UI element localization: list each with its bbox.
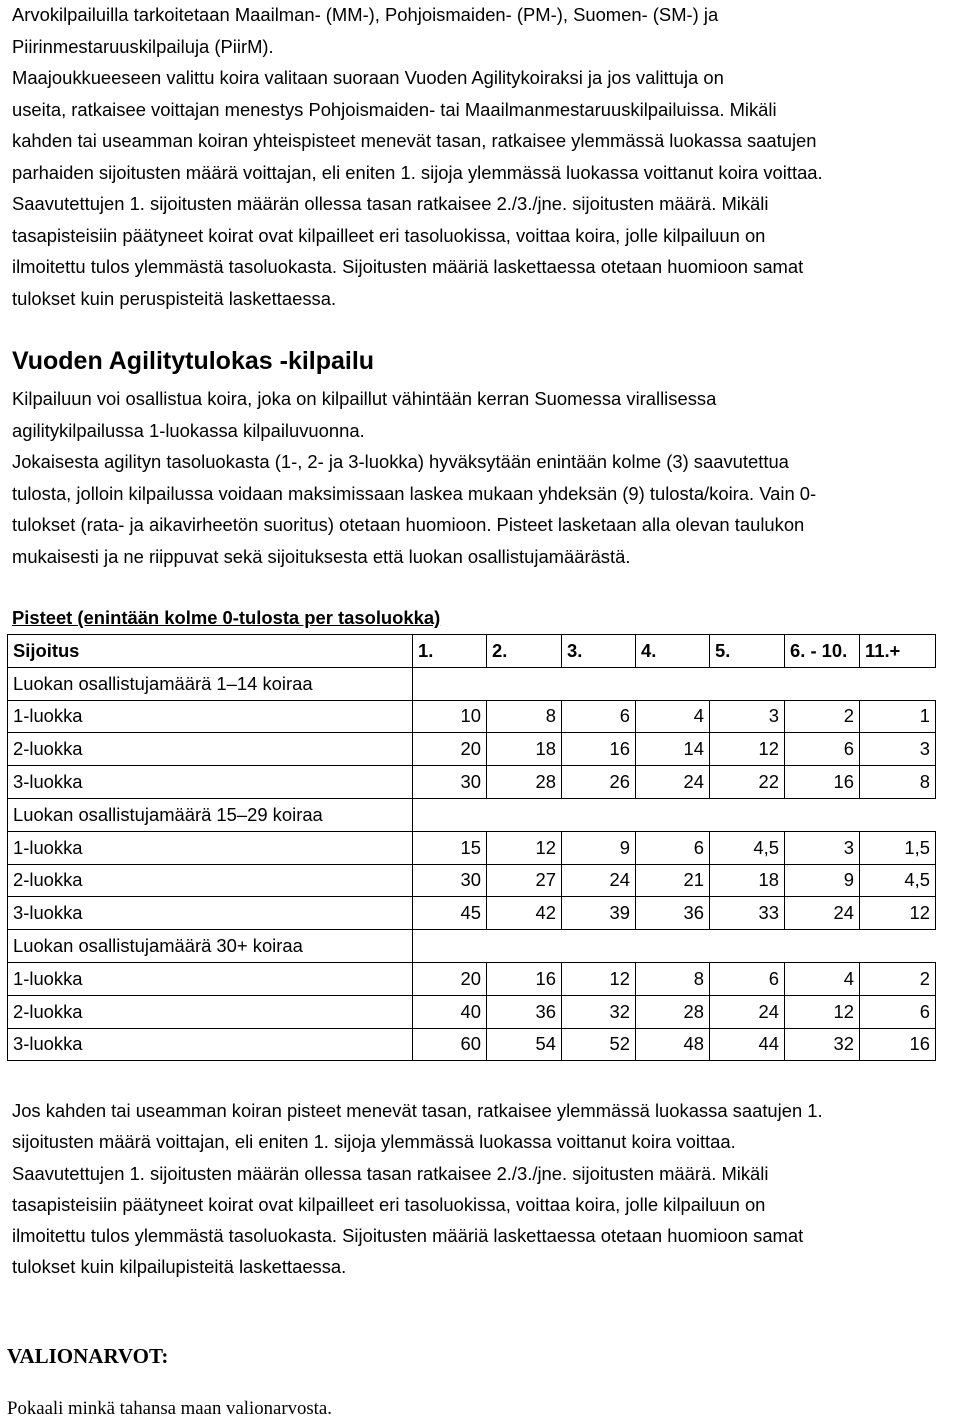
points-cell: 36 [487, 995, 562, 1028]
text-line: parhaiden sijoitusten määrä voittajan, eli eniten 1. sijoja ylemmässä luokassa voittanut koira voittaa. [12, 161, 823, 183]
points-cell: 4 [636, 700, 710, 733]
table-row [8, 831, 936, 864]
points-cell: 3 [785, 831, 860, 864]
points-cell: 2 [785, 700, 860, 733]
points-cell: 27 [487, 864, 562, 897]
points-cell: 12 [785, 995, 860, 1028]
text-line: tulokset (rata- ja aikavirheetön suoritus) otetaan huomioon. Pisteet lasketaan alla olevan taulukon [12, 514, 805, 535]
points-cell: 24 [562, 864, 636, 897]
points-cell: 21 [636, 864, 710, 897]
group-title-row [8, 798, 936, 831]
points-cell: 9 [562, 831, 636, 864]
points-cell: 2 [860, 962, 936, 995]
points-cell: 16 [785, 766, 860, 799]
table-header-row [8, 635, 936, 668]
table-row [8, 864, 936, 897]
points-cell: 15 [413, 831, 487, 864]
text-line: Piirinmestaruuskilpailuja (PiirM). [12, 35, 274, 57]
points-cell: 4 [785, 962, 860, 995]
points-cell: 12 [487, 831, 562, 864]
points-cell: 24 [785, 897, 860, 930]
text-line: useita, ratkaisee voittajan menestys Pohjoismaiden- tai Maailmanmestaruuskilpailuissa. Mikäli [12, 98, 777, 120]
points-cell: 24 [636, 766, 710, 799]
points-cell: 32 [785, 1028, 860, 1061]
points-cell: 16 [487, 962, 562, 995]
points-cell: 12 [710, 733, 785, 766]
header-cell: 1. [413, 635, 487, 668]
points-cell: 9 [785, 864, 860, 897]
points-cell: 6 [562, 700, 636, 733]
row-label-cell: 2-luokka [8, 864, 413, 897]
header-cell: 11.+ [860, 635, 936, 668]
points-cell: 60 [413, 1028, 487, 1061]
points-cell: 48 [636, 1028, 710, 1061]
group-title-cell: Luokan osallistujamäärä 15–29 koiraa [8, 798, 413, 831]
points-cell: 4,5 [710, 831, 785, 864]
points-cell: 28 [487, 766, 562, 799]
header-cell: Sijoitus [8, 635, 413, 668]
text-line: agilitykilpailussa 1-luokassa kilpailuvuonna. [12, 419, 365, 441]
header-cell: 4. [636, 635, 710, 668]
text-line: Jos kahden tai useamman koiran pisteet menevät tasan, ratkaisee ylemmässä luokassa saatujen 1. [12, 1100, 823, 1121]
table-row [8, 766, 936, 799]
row-label-cell: 1-luokka [8, 700, 413, 733]
points-cell: 6 [860, 995, 936, 1028]
points-cell: 20 [413, 962, 487, 995]
text-line: tasapisteisiin päätyneet koirat ovat kilpailleet eri tasoluokissa, voittaa koira, jolle kilpailuun on [12, 224, 766, 246]
rules-paragraph [12, 383, 956, 572]
table-row [8, 995, 936, 1028]
points-cell: 52 [562, 1028, 636, 1061]
row-label-cell: 2-luokka [8, 733, 413, 766]
text-line: tulokset kuin kilpailupisteitä laskettaessa. [12, 1256, 347, 1278]
points-cell: 42 [487, 897, 562, 930]
points-cell: 8 [860, 766, 936, 799]
points-cell: 6 [785, 733, 860, 766]
points-cell: 54 [487, 1028, 562, 1061]
points-cell: 12 [860, 897, 936, 930]
points-cell: 18 [710, 864, 785, 897]
text-line: Arvokilpailuilla tarkoitetaan Maailman- (MM-), Pohjoismaiden- (PM-), Suomen- (SM-) ja [12, 4, 719, 25]
table-row [8, 700, 936, 733]
points-cell: 30 [413, 864, 487, 897]
text-line: tulokset kuin peruspisteitä laskettaessa. [12, 287, 337, 309]
table-row [8, 733, 936, 766]
text-line: ilmoitettu tulos ylemmästä tasoluokasta. Sijoitusten määriä laskettaessa otetaan huomioon samat [12, 1225, 804, 1247]
points-cell: 20 [413, 733, 487, 766]
row-label-cell: 3-luokka [8, 897, 413, 930]
points-cell: 18 [487, 733, 562, 766]
points-cell: 6 [636, 831, 710, 864]
text-line: Saavutettujen 1. sijoitusten määrän ollessa tasan ratkaisee 2./3./jne. sijoitusten määrä. Mikäli [12, 193, 769, 214]
points-table [7, 634, 936, 1061]
points-cell: 1,5 [860, 831, 936, 864]
points-cell: 28 [636, 995, 710, 1028]
header-cell: 5. [710, 635, 785, 668]
points-cell: 32 [562, 995, 636, 1028]
group-title-row [8, 930, 936, 963]
header-cell: 6. - 10. [785, 635, 860, 668]
text-line: Saavutettujen 1. sijoitusten määrän ollessa tasan ratkaisee 2./3./jne. sijoitusten määrä. Mikäli [12, 1162, 769, 1184]
text-line: Maajoukkueeseen valittu koira valitaan suoraan Vuoden Agilitykoiraksi ja jos valittuja on [12, 67, 724, 88]
points-cell: 4,5 [860, 864, 936, 897]
valionarvot-note: Pokaali minkä tahansa maan valionarvosta. [7, 1398, 332, 1419]
points-cell: 33 [710, 897, 785, 930]
text-line: mukaisesti ja ne riippuvat sekä sijoituksesta että luokan osallistujamäärästä. [12, 545, 631, 567]
table-row [8, 1028, 936, 1061]
points-cell: 26 [562, 766, 636, 799]
points-cell: 1 [860, 700, 936, 733]
text-line: Kilpailuun voi osallistua koira, joka on kilpaillut vähintään kerran Suomessa virallisessa [12, 388, 717, 409]
points-cell: 12 [562, 962, 636, 995]
text-line: Jokaisesta agilityn tasoluokasta (1-, 2- ja 3-luokka) hyväksytään enintään kolme (3) saavutettua [12, 451, 789, 472]
valionarvot-heading: VALIONARVOT: [7, 1344, 169, 1368]
table-caption: Pisteet (enintään kolme 0-tulosta per tasoluokka) [12, 607, 441, 628]
points-cell: 16 [860, 1028, 936, 1061]
points-cell: 16 [562, 733, 636, 766]
group-title-cell: Luokan osallistujamäärä 30+ koiraa [8, 930, 413, 963]
row-label-cell: 1-luokka [8, 962, 413, 995]
group-title-row [8, 667, 936, 700]
table-row [8, 962, 936, 995]
row-label-cell: 3-luokka [8, 1028, 413, 1061]
points-cell: 40 [413, 995, 487, 1028]
header-cell: 2. [487, 635, 562, 668]
points-cell: 24 [710, 995, 785, 1028]
text-line: kahden tai useamman koiran yhteispisteet menevät tasan, ratkaisee ylemmässä luokassa saatujen [12, 130, 817, 151]
group-title-cell: Luokan osallistujamäärä 1–14 koiraa [8, 667, 413, 700]
row-label-cell: 2-luokka [8, 995, 413, 1028]
points-cell: 36 [636, 897, 710, 930]
row-label-cell: 1-luokka [8, 831, 413, 864]
text-line: ilmoitettu tulos ylemmästä tasoluokasta. Sijoitusten määriä laskettaessa otetaan huomioon samat [12, 256, 804, 277]
text-line: sijoitusten määrä voittajan, eli eniten 1. sijoja ylemmässä luokassa voittanut koira voittaa. [12, 1131, 736, 1153]
points-cell: 44 [710, 1028, 785, 1061]
points-cell: 3 [710, 700, 785, 733]
header-cell: 3. [562, 635, 636, 668]
section-heading: Vuoden Agilitytulokas -kilpailu [12, 347, 375, 375]
points-cell: 10 [413, 700, 487, 733]
intro-paragraph [12, 0, 956, 314]
points-cell: 6 [710, 962, 785, 995]
tiebreak-paragraph [12, 1095, 956, 1283]
points-cell: 30 [413, 766, 487, 799]
table-row [8, 897, 936, 930]
row-label-cell: 3-luokka [8, 766, 413, 799]
points-cell: 8 [636, 962, 710, 995]
points-cell: 3 [860, 733, 936, 766]
points-cell: 14 [636, 733, 710, 766]
text-line: tasapisteisiin päätyneet koirat ovat kilpailleet eri tasoluokissa, voittaa koira, jolle kilpailuun on [12, 1193, 766, 1215]
points-cell: 22 [710, 766, 785, 799]
points-cell: 8 [487, 700, 562, 733]
points-cell: 45 [413, 897, 487, 930]
text-line: tulosta, jolloin kilpailussa voidaan maksimissaan laskea mukaan yhdeksän (9) tulosta/koira. Vain 0- [12, 482, 817, 504]
points-cell: 39 [562, 897, 636, 930]
